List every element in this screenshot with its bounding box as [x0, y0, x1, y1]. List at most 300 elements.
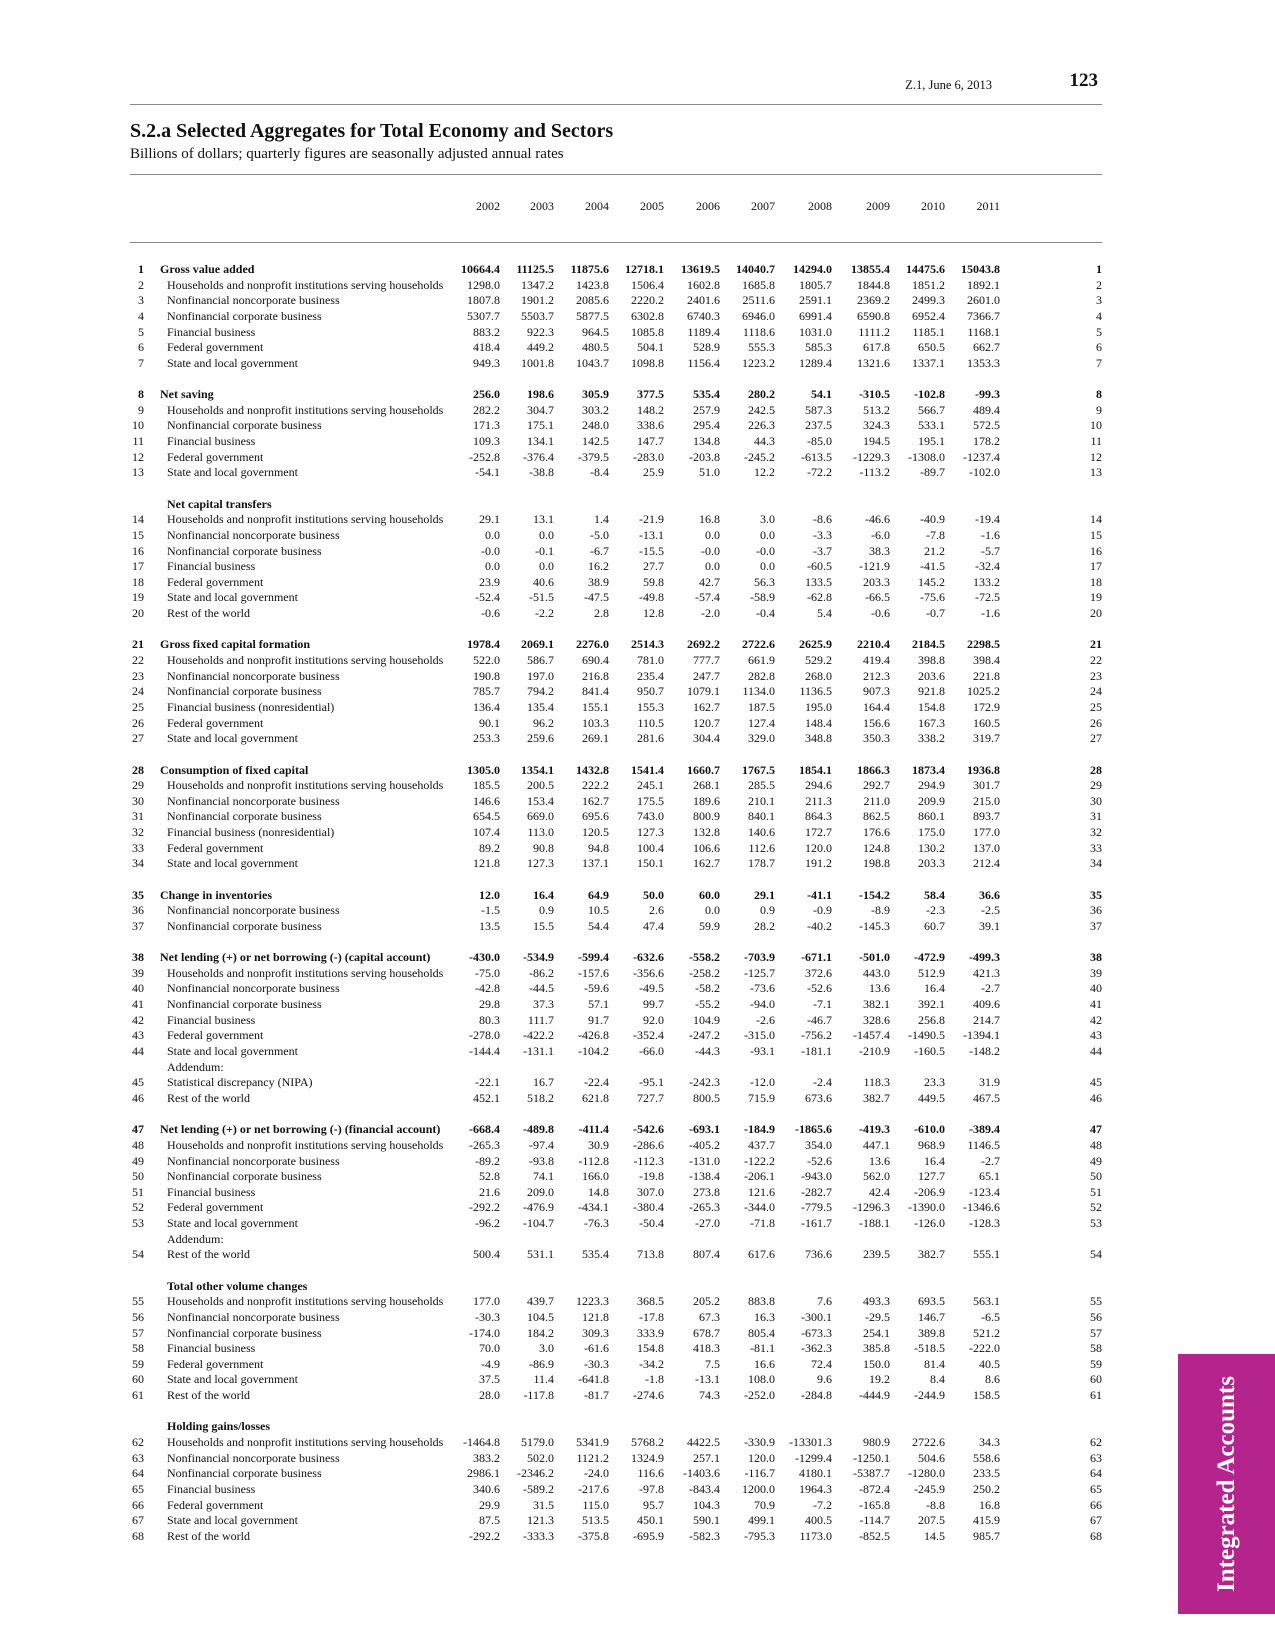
value-cell: -93.1: [750, 1044, 775, 1059]
value-cell: 292.7: [863, 778, 890, 793]
value-cell: -89.7: [920, 465, 945, 480]
value-cell: 29.1: [754, 887, 775, 902]
value-cell: -44.5: [529, 981, 554, 996]
table-row: [130, 1310, 1102, 1326]
line-number: 46: [132, 1090, 144, 1105]
value-cell: 661.9: [748, 653, 775, 668]
value-cell: 377.5: [637, 387, 664, 402]
value-cell: 949.3: [473, 355, 500, 370]
value-cell: 621.8: [582, 1090, 609, 1105]
line-number-right: 5: [1096, 324, 1102, 339]
value-cell: 121.8: [473, 856, 500, 871]
value-cell: 1001.8: [521, 355, 554, 370]
table-row: [130, 919, 1102, 935]
value-cell: 211.3: [805, 793, 832, 808]
value-cell: 5503.7: [521, 308, 554, 323]
line-number-right: 30: [1090, 793, 1102, 808]
value-cell: -472.9: [914, 950, 945, 965]
line-number-right: 8: [1096, 387, 1102, 402]
value-cell: 563.1: [973, 1294, 1000, 1309]
value-cell: 4422.5: [687, 1435, 720, 1450]
value-cell: 1964.3: [799, 1481, 832, 1496]
value-cell: 1168.1: [967, 324, 1000, 339]
line-number: 13: [132, 465, 144, 480]
value-cell: 132.8: [693, 825, 720, 840]
value-cell: 586.7: [527, 653, 554, 668]
row-label: Financial business: [167, 1012, 256, 1027]
row-label: State and local government: [167, 465, 298, 480]
value-cell: 439.7: [527, 1294, 554, 1309]
table-row: [130, 841, 1102, 857]
value-cell: 840.1: [748, 809, 775, 824]
value-cell: 16.3: [754, 1309, 775, 1324]
value-cell: -0.9: [813, 903, 832, 918]
value-cell: 1031.0: [799, 324, 832, 339]
value-cell: 450.1: [637, 1513, 664, 1528]
line-number-right: 50: [1090, 1169, 1102, 1184]
row-label: Nonfinancial corporate business: [167, 418, 322, 433]
value-cell: 1223.3: [576, 1294, 609, 1309]
line-number: 9: [138, 402, 144, 417]
value-cell: 3.0: [539, 1341, 554, 1356]
line-number: 56: [132, 1309, 144, 1324]
value-cell: 56.3: [754, 574, 775, 589]
table-row: [130, 1498, 1102, 1514]
value-cell: 60.0: [699, 887, 720, 902]
value-cell: 40.5: [979, 1356, 1000, 1371]
row-label: Nonfinancial noncorporate business: [167, 668, 340, 683]
value-cell: 304.4: [693, 731, 720, 746]
row-label: Net lending (+) or net borrowing (-) (capital account): [160, 950, 431, 965]
value-cell: 136.4: [473, 699, 500, 714]
table-row: [130, 856, 1102, 872]
value-cell: -61.6: [584, 1341, 609, 1356]
value-cell: -1299.4: [795, 1450, 832, 1465]
value-cell: -75.6: [920, 590, 945, 605]
line-number-right: 18: [1090, 574, 1102, 589]
line-number: 37: [132, 918, 144, 933]
table-row: [130, 716, 1102, 732]
row-label: Financial business: [167, 434, 256, 449]
value-cell: 166.0: [582, 1169, 609, 1184]
value-cell: -0.6: [871, 606, 890, 621]
value-cell: -161.7: [801, 1216, 832, 1231]
line-number-right: 37: [1090, 918, 1102, 933]
value-cell: -1403.6: [683, 1466, 720, 1481]
line-number-right: 32: [1090, 825, 1102, 840]
value-cell: 12.2: [754, 465, 775, 480]
row-label: Nonfinancial corporate business: [167, 684, 322, 699]
value-cell: 13.1: [533, 512, 554, 527]
value-cell: 15043.8: [961, 262, 1000, 276]
value-cell: 167.3: [918, 715, 945, 730]
value-cell: 1146.5: [967, 1137, 1000, 1152]
value-cell: 12718.1: [625, 262, 664, 276]
line-number-right: 7: [1096, 355, 1102, 370]
value-cell: 175.0: [918, 825, 945, 840]
table-row: [130, 356, 1102, 372]
value-cell: -283.0: [633, 449, 664, 464]
value-cell: 452.1: [473, 1090, 500, 1105]
table-row: [130, 1138, 1102, 1154]
value-cell: 120.5: [582, 825, 609, 840]
value-cell: -518.5: [914, 1341, 945, 1356]
value-cell: 23.3: [924, 1075, 945, 1090]
value-cell: 30.9: [588, 1137, 609, 1152]
value-cell: -19.4: [975, 512, 1000, 527]
value-cell: -352.4: [633, 1028, 664, 1043]
value-cell: 883.8: [748, 1294, 775, 1309]
year-column-header: 2003: [530, 199, 554, 213]
value-cell: -89.2: [475, 1153, 500, 1168]
value-cell: 690.4: [582, 653, 609, 668]
value-cell: -5.7: [981, 543, 1000, 558]
value-cell: 108.0: [748, 1372, 775, 1387]
value-cell: -15.5: [639, 543, 664, 558]
value-cell: 398.8: [918, 653, 945, 668]
line-number: 68: [132, 1528, 144, 1543]
row-label: Financial business (nonresidential): [167, 699, 335, 714]
value-cell: -12.0: [750, 1075, 775, 1090]
value-cell: -40.2: [807, 918, 832, 933]
value-cell: 7366.7: [967, 308, 1000, 323]
value-cell: 90.1: [479, 715, 500, 730]
value-cell: 254.1: [863, 1325, 890, 1340]
value-cell: 504.1: [637, 340, 664, 355]
value-cell: 2.6: [649, 903, 664, 918]
value-cell: -1280.0: [908, 1466, 945, 1481]
value-cell: 21.6: [479, 1184, 500, 1199]
value-cell: 449.2: [527, 340, 554, 355]
value-cell: 197.0: [527, 668, 554, 683]
row-label: State and local government: [167, 856, 298, 871]
value-cell: 106.6: [693, 840, 720, 855]
value-cell: -1250.1: [853, 1450, 890, 1465]
value-cell: -113.2: [859, 465, 890, 480]
value-cell: -1229.3: [853, 449, 890, 464]
table-row: [130, 262, 1102, 278]
value-cell: -668.4: [469, 1122, 500, 1137]
value-cell: -426.8: [578, 1028, 609, 1043]
value-cell: 155.1: [582, 699, 609, 714]
value-cell: 137.1: [582, 856, 609, 871]
value-cell: 338.2: [918, 731, 945, 746]
value-cell: 0.0: [485, 527, 500, 542]
value-cell: 535.4: [693, 387, 720, 402]
table-row: [130, 1357, 1102, 1373]
value-cell: 400.5: [805, 1513, 832, 1528]
value-cell: 1767.5: [742, 762, 775, 777]
value-cell: 385.8: [863, 1341, 890, 1356]
value-cell: -128.3: [969, 1216, 1000, 1231]
line-number-right: 56: [1090, 1309, 1102, 1324]
value-cell: 42.4: [869, 1184, 890, 1199]
line-number: 45: [132, 1075, 144, 1090]
value-cell: 1432.8: [576, 762, 609, 777]
line-number-right: 19: [1090, 590, 1102, 605]
table-row: [130, 325, 1102, 341]
value-cell: 195.0: [805, 699, 832, 714]
value-cell: -872.4: [859, 1481, 890, 1496]
value-cell: 950.7: [637, 684, 664, 699]
value-cell: -274.6: [633, 1388, 664, 1403]
value-cell: -2.5: [981, 903, 1000, 918]
line-number-right: 51: [1090, 1184, 1102, 1199]
row-label: Financial business: [167, 324, 256, 339]
table-row: [130, 763, 1102, 779]
line-number-right: 17: [1090, 559, 1102, 574]
line-number-right: 26: [1090, 715, 1102, 730]
value-cell: -19.8: [639, 1169, 664, 1184]
value-cell: 14040.7: [736, 262, 775, 276]
value-cell: 1807.8: [467, 293, 500, 308]
value-cell: -0.7: [926, 606, 945, 621]
line-number-right: 45: [1090, 1075, 1102, 1090]
value-cell: 921.8: [918, 684, 945, 699]
table-row: [130, 997, 1102, 1013]
value-cell: 282.8: [748, 668, 775, 683]
value-cell: 572.5: [973, 418, 1000, 433]
value-cell: -779.5: [801, 1200, 832, 1215]
value-cell: 1851.2: [912, 277, 945, 292]
value-cell: -97.4: [529, 1137, 554, 1152]
value-cell: 8.4: [930, 1372, 945, 1387]
line-number: 7: [138, 355, 144, 370]
value-cell: 2499.3: [912, 293, 945, 308]
line-number-right: 49: [1090, 1153, 1102, 1168]
value-cell: 133.5: [805, 574, 832, 589]
line-number-right: 16: [1090, 543, 1102, 558]
value-cell: 269.1: [582, 731, 609, 746]
value-cell: 127.3: [527, 856, 554, 871]
line-number: 21: [132, 637, 144, 652]
value-cell: 0.0: [705, 903, 720, 918]
value-cell: 154.8: [637, 1341, 664, 1356]
table-row: [130, 606, 1102, 622]
line-number-right: 9: [1096, 402, 1102, 417]
row-label: Federal government: [167, 1028, 264, 1043]
value-cell: 187.5: [748, 699, 775, 714]
value-cell: 324.3: [863, 418, 890, 433]
value-cell: -102.8: [914, 387, 945, 402]
value-cell: 257.1: [693, 1450, 720, 1465]
row-label: Households and nonprofit institutions serving households: [167, 1294, 444, 1309]
line-number-right: 68: [1090, 1528, 1102, 1543]
value-cell: -282.7: [801, 1184, 832, 1199]
value-cell: 1805.7: [799, 277, 832, 292]
value-cell: 781.0: [637, 653, 664, 668]
row-label: Financial business (nonresidential): [167, 825, 335, 840]
value-cell: 2069.1: [521, 637, 554, 652]
value-cell: 2625.9: [799, 637, 832, 652]
value-cell: 382.7: [863, 1090, 890, 1105]
value-cell: -1394.1: [963, 1028, 1000, 1043]
value-cell: 134.8: [693, 434, 720, 449]
value-cell: -247.2: [689, 1028, 720, 1043]
value-cell: -203.8: [689, 449, 720, 464]
value-cell: -38.8: [529, 465, 554, 480]
row-label: Nonfinancial noncorporate business: [167, 527, 340, 542]
value-cell: 2722.6: [742, 637, 775, 652]
value-cell: 34.3: [979, 1435, 1000, 1450]
value-cell: 585.3: [805, 340, 832, 355]
line-number-right: 34: [1090, 856, 1102, 871]
value-cell: -54.1: [475, 465, 500, 480]
row-label: Federal government: [167, 840, 264, 855]
value-cell: 16.8: [699, 512, 720, 527]
line-number-right: 40: [1090, 981, 1102, 996]
value-cell: 145.2: [918, 574, 945, 589]
value-cell: 2722.6: [912, 1435, 945, 1450]
value-cell: 239.5: [863, 1247, 890, 1262]
value-cell: -330.9: [744, 1435, 775, 1450]
value-cell: -265.3: [689, 1200, 720, 1215]
value-cell: 162.7: [582, 793, 609, 808]
value-cell: -756.2: [801, 1028, 832, 1043]
value-cell: 273.8: [693, 1184, 720, 1199]
value-cell: -943.0: [801, 1169, 832, 1184]
page-header: [130, 70, 1102, 105]
table-title: S.2.a Selected Aggregates for Total Economy and Sectors: [130, 120, 614, 142]
row-label: Households and nonprofit institutions serving households: [167, 1137, 444, 1152]
value-cell: 162.7: [693, 699, 720, 714]
value-cell: 964.5: [582, 324, 609, 339]
value-cell: 90.8: [533, 840, 554, 855]
page-number: 123: [1069, 70, 1098, 91]
value-cell: 115.0: [582, 1497, 609, 1512]
value-cell: -62.8: [807, 590, 832, 605]
value-cell: 16.4: [533, 887, 554, 902]
value-cell: -242.3: [689, 1075, 720, 1090]
line-number-right: 53: [1090, 1216, 1102, 1231]
line-number: 52: [132, 1200, 144, 1215]
value-cell: 0.0: [485, 559, 500, 574]
table-row: [130, 309, 1102, 325]
value-cell: 184.2: [527, 1325, 554, 1340]
value-cell: -66.5: [865, 590, 890, 605]
value-cell: 12.8: [643, 606, 664, 621]
line-number: 26: [132, 715, 144, 730]
value-cell: -81.7: [584, 1388, 609, 1403]
row-label: Nonfinancial noncorporate business: [167, 793, 340, 808]
line-number-right: 44: [1090, 1044, 1102, 1059]
line-number: 61: [132, 1388, 144, 1403]
value-cell: 587.3: [805, 402, 832, 417]
value-cell: 150.1: [637, 856, 664, 871]
value-cell: 1602.8: [687, 277, 720, 292]
value-cell: 437.7: [748, 1137, 775, 1152]
value-cell: 389.8: [918, 1325, 945, 1340]
value-cell: -632.6: [633, 950, 664, 965]
value-cell: 1043.7: [576, 355, 609, 370]
value-cell: 1347.2: [521, 277, 554, 292]
value-cell: 1541.4: [631, 762, 664, 777]
value-cell: 1298.0: [467, 277, 500, 292]
value-cell: 172.9: [973, 699, 1000, 714]
line-number: 29: [132, 778, 144, 793]
value-cell: 235.4: [637, 668, 664, 683]
line-number-right: 28: [1090, 762, 1102, 777]
value-cell: 794.2: [527, 684, 554, 699]
value-cell: 1118.6: [742, 324, 775, 339]
publication-date: Z.1, June 6, 2013: [905, 78, 992, 92]
value-cell: 338.6: [637, 418, 664, 433]
table-row: [130, 497, 1102, 513]
row-label: Financial business: [167, 1184, 256, 1199]
value-cell: 805.4: [748, 1325, 775, 1340]
value-cell: -13.1: [695, 1372, 720, 1387]
value-cell: 531.1: [527, 1247, 554, 1262]
value-cell: 257.9: [693, 402, 720, 417]
value-cell: 1844.8: [857, 277, 890, 292]
value-cell: 104.5: [527, 1309, 554, 1324]
value-cell: 155.3: [637, 699, 664, 714]
value-cell: 409.6: [973, 997, 1000, 1012]
value-cell: -41.5: [920, 559, 945, 574]
value-cell: -7.8: [926, 527, 945, 542]
table-row: [130, 1388, 1102, 1404]
value-cell: 7.5: [705, 1356, 720, 1371]
year-column-header: 2002: [476, 199, 500, 213]
value-cell: 80.3: [479, 1012, 500, 1027]
value-cell: 7.6: [817, 1294, 832, 1309]
value-cell: -499.3: [969, 950, 1000, 965]
value-cell: -76.3: [584, 1216, 609, 1231]
row-label: Nonfinancial corporate business: [167, 543, 322, 558]
value-cell: 211.0: [863, 793, 890, 808]
value-cell: 533.1: [918, 418, 945, 433]
value-cell: 2369.2: [857, 293, 890, 308]
value-cell: -22.4: [584, 1075, 609, 1090]
value-cell: 250.2: [973, 1481, 1000, 1496]
line-number: 63: [132, 1450, 144, 1465]
value-cell: 2986.1: [467, 1466, 500, 1481]
value-cell: 37.5: [479, 1372, 500, 1387]
value-cell: -5.0: [590, 527, 609, 542]
line-number: 36: [132, 903, 144, 918]
line-number: 10: [132, 418, 144, 433]
value-cell: -375.8: [578, 1528, 609, 1543]
value-cell: 91.7: [588, 1012, 609, 1027]
value-cell: 1173.0: [799, 1528, 832, 1543]
value-cell: 307.0: [637, 1184, 664, 1199]
value-cell: 522.0: [473, 653, 500, 668]
value-cell: 127.7: [918, 1169, 945, 1184]
value-cell: 146.6: [473, 793, 500, 808]
value-cell: 418.3: [693, 1341, 720, 1356]
value-cell: 130.2: [918, 840, 945, 855]
value-cell: 189.6: [693, 793, 720, 808]
value-cell: -0.6: [481, 606, 500, 621]
row-label: Federal government: [167, 340, 264, 355]
line-number-right: 29: [1090, 778, 1102, 793]
value-cell: -86.2: [529, 965, 554, 980]
value-cell: 253.3: [473, 731, 500, 746]
line-number-right: 60: [1090, 1372, 1102, 1387]
row-label: Federal government: [167, 715, 264, 730]
row-label: Net lending (+) or net borrowing (-) (financial account): [160, 1122, 441, 1137]
value-cell: 1200.0: [742, 1481, 775, 1496]
value-cell: 862.5: [863, 809, 890, 824]
value-cell: -434.1: [578, 1200, 609, 1215]
value-cell: 6946.0: [742, 308, 775, 323]
value-cell: 2401.6: [687, 293, 720, 308]
line-number-right: 22: [1090, 653, 1102, 668]
value-cell: 841.4: [582, 684, 609, 699]
value-cell: 1136.5: [799, 684, 832, 699]
line-number: 8: [138, 387, 144, 402]
value-cell: 67.3: [699, 1309, 720, 1324]
